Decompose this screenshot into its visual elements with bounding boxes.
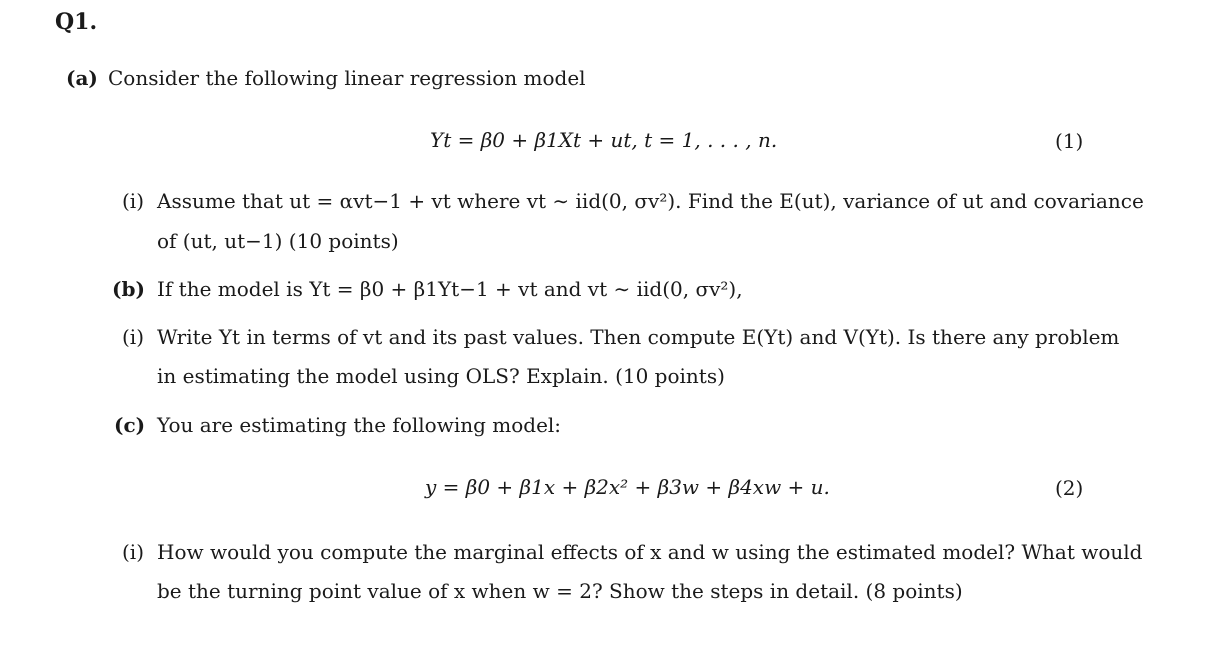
part-b-label: (b): [112, 277, 145, 301]
equation-2: y = β0 + β1x + β2x² + β3w + β4xw + u.: [425, 475, 830, 499]
equation-1: Yt = β0 + β1Xt + ut, t = 1, . . . , n.: [430, 128, 778, 152]
part-c-label: (c): [114, 413, 146, 437]
part-a-i-label: (i): [122, 189, 145, 213]
question-title: Q1.: [55, 9, 98, 35]
part-c-i-line2: be the turning point value of x when w = 2? Show the steps in detail. (8 points): [157, 579, 963, 603]
equation-1-number: (1): [1055, 129, 1084, 153]
part-a-i-line2: of (ut, ut−1) (10 points): [157, 229, 399, 253]
part-c-i-line1: How would you compute the marginal effects of x and w using the estimated model? What would: [157, 540, 1143, 564]
part-c-i-label: (i): [122, 540, 145, 564]
part-b-i-line1: Write Yt in terms of vt and its past values. Then compute E(Yt) and V(Yt). Is there any problem: [157, 325, 1120, 349]
part-a-i-line1: Assume that ut = αvt−1 + vt where vt ∼ iid(0, σv²). Find the E(ut), variance of ut and covariance: [157, 189, 1144, 213]
part-c-text: You are estimating the following model:: [157, 413, 562, 437]
part-a-text: Consider the following linear regression model: [108, 66, 586, 90]
part-b-i-line2: in estimating the model using OLS? Explain. (10 points): [157, 364, 725, 388]
equation-2-number: (2): [1055, 476, 1084, 500]
part-a-label: (a): [66, 66, 98, 90]
part-b-i-label: (i): [122, 325, 145, 349]
part-b-text: If the model is Yt = β0 + β1Yt−1 + vt and vt ∼ iid(0, σv²),: [157, 277, 743, 301]
